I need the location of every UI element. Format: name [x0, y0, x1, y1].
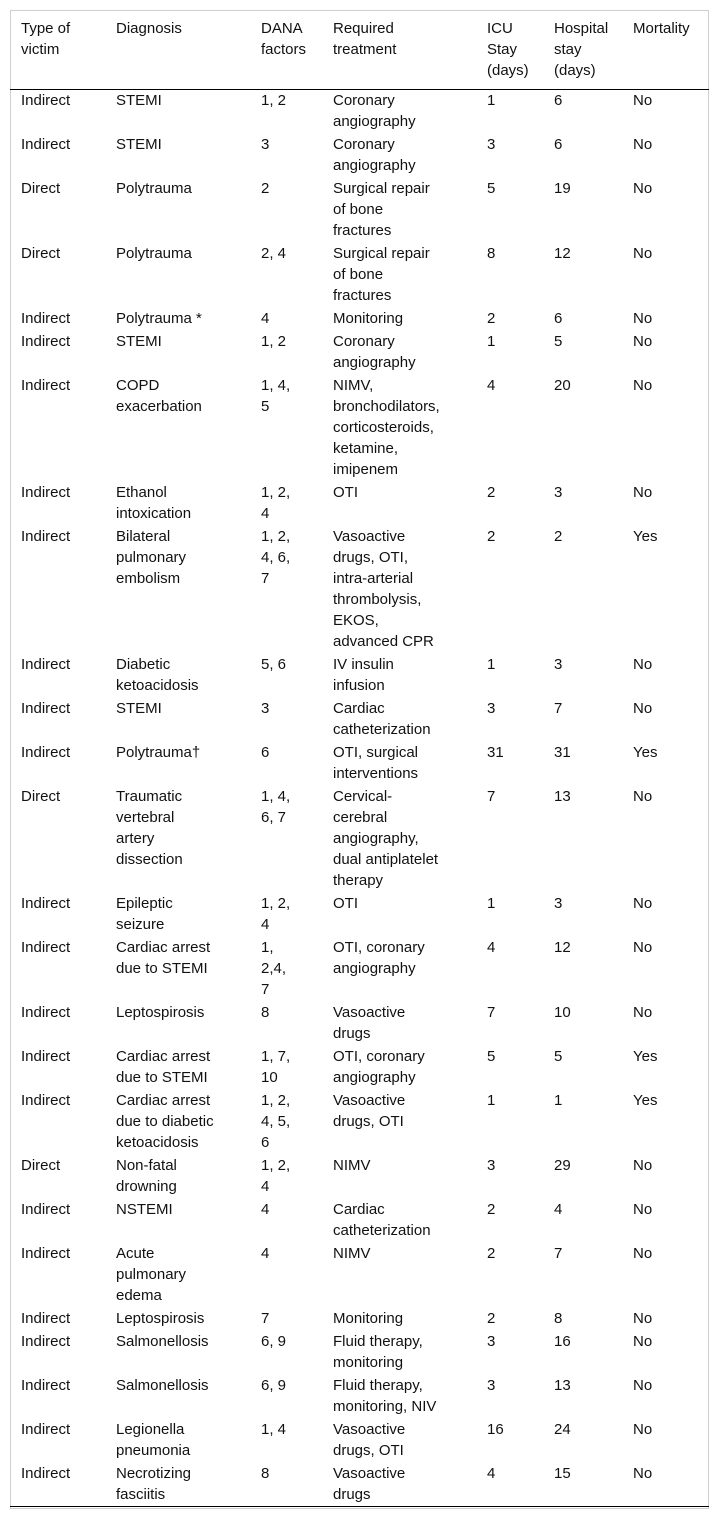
cell-hospital-stay: 6 [554, 136, 563, 153]
cell-dana-factors: 1, 2 [261, 92, 287, 109]
table-row [10, 1046, 709, 1090]
cell-dana-factors: 2, 4 [261, 245, 287, 262]
table-row [10, 375, 709, 482]
cell-icu-stay: 1 [487, 895, 496, 912]
cell-type-of-victim: Indirect [21, 1201, 71, 1218]
cell-type-of-victim: Indirect [21, 939, 71, 956]
cell-icu-stay: 2 [487, 1201, 496, 1218]
table-row [10, 331, 709, 375]
cell-diagnosis: Polytrauma [116, 245, 192, 262]
cell-type-of-victim: Indirect [21, 377, 71, 394]
cell-dana-factors: 6, 9 [261, 1377, 287, 1394]
table-body [10, 90, 709, 1514]
cell-type-of-victim: Indirect [21, 136, 71, 153]
cell-mortality: No [633, 656, 653, 673]
table-row [10, 1243, 709, 1308]
cell-dana-factors: 6 [261, 744, 270, 761]
cell-type-of-victim: Indirect [21, 528, 71, 545]
cell-mortality: No [633, 1465, 653, 1482]
table-row [10, 1331, 709, 1375]
cell-hospital-stay: 7 [554, 1245, 563, 1262]
table-row [10, 308, 709, 331]
cell-mortality: No [633, 700, 653, 717]
cell-icu-stay: 1 [487, 333, 496, 350]
cell-dana-factors: 6, 9 [261, 1333, 287, 1350]
cell-dana-factors: 1, 2,4, 7 [261, 939, 287, 998]
cell-hospital-stay: 7 [554, 700, 563, 717]
cell-hospital-stay: 16 [554, 1333, 571, 1350]
table-row [10, 1308, 709, 1331]
cell-icu-stay: 4 [487, 939, 496, 956]
cell-mortality: No [633, 92, 653, 109]
cell-icu-stay: 4 [487, 1465, 496, 1482]
table-row [10, 482, 709, 526]
cell-required-treatment: Coronary angiography [333, 333, 416, 371]
cell-mortality: No [633, 245, 653, 262]
cell-required-treatment: Vasoactive drugs, OTI [333, 1092, 406, 1130]
cell-hospital-stay: 13 [554, 788, 571, 805]
cell-required-treatment: Surgical repair of bone fractures [333, 245, 430, 304]
cell-required-treatment: Cardiac catheterization [333, 1201, 431, 1239]
cell-diagnosis: COPD exacerbation [116, 377, 202, 415]
table-row [10, 1419, 709, 1463]
cell-hospital-stay: 29 [554, 1157, 571, 1174]
cell-type-of-victim: Direct [21, 245, 61, 262]
cell-hospital-stay: 8 [554, 1310, 563, 1327]
cell-required-treatment: Coronary angiography [333, 136, 416, 174]
cell-hospital-stay: 3 [554, 895, 563, 912]
cell-mortality: No [633, 1310, 653, 1327]
cell-required-treatment: OTI [333, 895, 358, 912]
cell-mortality: No [633, 1421, 653, 1438]
header-icu-stay: ICU Stay (days) [487, 20, 529, 79]
cell-hospital-stay: 19 [554, 180, 571, 197]
cell-type-of-victim: Indirect [21, 700, 71, 717]
table-header [10, 10, 709, 90]
cell-diagnosis: STEMI [116, 700, 162, 717]
cell-icu-stay: 16 [487, 1421, 504, 1438]
cell-required-treatment: Coronary angiography [333, 92, 416, 130]
cell-icu-stay: 3 [487, 1333, 496, 1350]
cell-mortality: Yes [633, 1092, 658, 1109]
cell-diagnosis: STEMI [116, 92, 162, 109]
cell-required-treatment: NIMV [333, 1245, 371, 1262]
cell-dana-factors: 7 [261, 1310, 270, 1327]
cell-type-of-victim: Indirect [21, 1421, 71, 1438]
header-dana-factors: DANA factors [261, 20, 307, 58]
cell-dana-factors: 1, 2, 4 [261, 484, 291, 522]
cell-required-treatment: Monitoring [333, 310, 404, 327]
header-required-treatment: Required treatment [333, 20, 397, 58]
cell-icu-stay: 7 [487, 788, 496, 805]
cell-dana-factors: 4 [261, 310, 270, 327]
cell-mortality: No [633, 1157, 653, 1174]
header-type-of-victim: Type of victim [21, 20, 71, 58]
cell-diagnosis: Non-fatal drowning [116, 1157, 177, 1195]
cell-type-of-victim: Direct [21, 788, 61, 805]
cell-required-treatment: Cardiac catheterization [333, 700, 431, 738]
header-row [10, 10, 709, 90]
cell-hospital-stay: 24 [554, 1421, 571, 1438]
cell-hospital-stay: 13 [554, 1377, 571, 1394]
cell-hospital-stay: 15 [554, 1465, 571, 1482]
cell-hospital-stay: 5 [554, 1048, 563, 1065]
cell-type-of-victim: Indirect [21, 1333, 71, 1350]
cell-diagnosis: Necrotizing fasciitis [116, 1465, 192, 1503]
cell-diagnosis: STEMI [116, 333, 162, 350]
cell-mortality: No [633, 939, 653, 956]
cell-type-of-victim: Direct [21, 180, 61, 197]
cell-dana-factors: 1, 4, 6, 7 [261, 788, 291, 826]
cell-dana-factors: 1, 7, 10 [261, 1048, 291, 1086]
table-row [10, 742, 709, 786]
cell-dana-factors: 1, 4 [261, 1421, 287, 1438]
cell-required-treatment: Vasoactive drugs, OTI, intra-arterial thrombolysis, EKOS, advanced CPR [333, 528, 434, 650]
cell-diagnosis: NSTEMI [116, 1201, 173, 1218]
cell-icu-stay: 2 [487, 310, 496, 327]
cell-dana-factors: 3 [261, 136, 270, 153]
cell-mortality: No [633, 333, 653, 350]
cell-icu-stay: 2 [487, 484, 496, 501]
cell-required-treatment: Cervical- cerebral angiography, dual antiplatelet therapy [333, 788, 439, 889]
cell-required-treatment: NIMV [333, 1157, 371, 1174]
cell-required-treatment: OTI [333, 484, 358, 501]
bottom-rule [10, 1506, 709, 1507]
table-row [10, 243, 709, 308]
cell-hospital-stay: 4 [554, 1201, 563, 1218]
cell-icu-stay: 2 [487, 528, 496, 545]
cell-hospital-stay: 12 [554, 245, 571, 262]
cell-mortality: Yes [633, 744, 658, 761]
cell-diagnosis: Polytrauma [116, 180, 192, 197]
cell-mortality: No [633, 484, 653, 501]
cell-dana-factors: 4 [261, 1245, 270, 1262]
cell-hospital-stay: 2 [554, 528, 563, 545]
cell-type-of-victim: Indirect [21, 484, 71, 501]
cell-required-treatment: OTI, coronary angiography [333, 939, 425, 977]
cell-dana-factors: 1, 2 [261, 333, 287, 350]
cell-icu-stay: 3 [487, 1377, 496, 1394]
cell-mortality: No [633, 180, 653, 197]
cell-icu-stay: 3 [487, 700, 496, 717]
cell-diagnosis: Epileptic seizure [116, 895, 173, 933]
table-row [10, 134, 709, 178]
cell-required-treatment: NIMV, bronchodilators, corticosteroids, ketamine, imipenem [333, 377, 440, 478]
cell-dana-factors: 1, 2, 4 [261, 1157, 291, 1195]
cell-type-of-victim: Indirect [21, 1310, 71, 1327]
table-row [10, 786, 709, 893]
cell-hospital-stay: 6 [554, 310, 563, 327]
cell-type-of-victim: Indirect [21, 1092, 71, 1109]
cell-diagnosis: Bilateral pulmonary embolism [116, 528, 187, 587]
table-row [10, 90, 709, 135]
cell-required-treatment: IV insulin infusion [333, 656, 394, 694]
cell-icu-stay: 1 [487, 92, 496, 109]
cell-mortality: Yes [633, 1048, 658, 1065]
cell-mortality: Yes [633, 528, 658, 545]
cell-mortality: No [633, 1004, 653, 1021]
cell-required-treatment: Monitoring [333, 1310, 404, 1327]
table-row [10, 526, 709, 654]
cell-dana-factors: 8 [261, 1004, 270, 1021]
cell-dana-factors: 1, 2, 4, 5, 6 [261, 1092, 291, 1151]
header-diagnosis: Diagnosis [116, 20, 182, 37]
cell-diagnosis: Diabetic ketoacidosis [116, 656, 199, 694]
cell-dana-factors: 1, 2, 4 [261, 895, 291, 933]
table-row [10, 1155, 709, 1199]
cell-mortality: No [633, 136, 653, 153]
table-row [10, 654, 709, 698]
cell-diagnosis: Polytrauma† [116, 744, 201, 761]
table-row [10, 1375, 709, 1419]
cell-required-treatment: Surgical repair of bone fractures [333, 180, 430, 239]
cell-icu-stay: 1 [487, 656, 496, 673]
cell-hospital-stay: 3 [554, 484, 563, 501]
cell-dana-factors: 4 [261, 1201, 270, 1218]
cell-type-of-victim: Direct [21, 1157, 61, 1174]
cell-hospital-stay: 12 [554, 939, 571, 956]
cell-type-of-victim: Indirect [21, 1377, 71, 1394]
cell-diagnosis: Leptospirosis [116, 1310, 205, 1327]
cell-icu-stay: 3 [487, 136, 496, 153]
cell-required-treatment: Fluid therapy, monitoring [333, 1333, 423, 1371]
cell-diagnosis: Salmonellosis [116, 1333, 209, 1350]
cell-diagnosis: Polytrauma * [116, 310, 202, 327]
cell-icu-stay: 1 [487, 1092, 496, 1109]
cell-required-treatment: OTI, coronary angiography [333, 1048, 425, 1086]
cell-mortality: No [633, 1245, 653, 1262]
cell-type-of-victim: Indirect [21, 92, 71, 109]
cell-icu-stay: 5 [487, 1048, 496, 1065]
cell-dana-factors: 2 [261, 180, 270, 197]
cell-dana-factors: 5, 6 [261, 656, 287, 673]
cell-type-of-victim: Indirect [21, 1465, 71, 1482]
table-row [10, 1199, 709, 1243]
cell-icu-stay: 5 [487, 180, 496, 197]
cell-icu-stay: 31 [487, 744, 504, 761]
cell-diagnosis: Salmonellosis [116, 1377, 209, 1394]
cell-mortality: No [633, 1377, 653, 1394]
table-row [10, 698, 709, 742]
cell-icu-stay: 7 [487, 1004, 496, 1021]
cell-dana-factors: 3 [261, 700, 270, 717]
cell-required-treatment: Vasoactive drugs [333, 1465, 406, 1503]
cell-required-treatment: Fluid therapy, monitoring, NIV [333, 1377, 437, 1415]
cell-icu-stay: 2 [487, 1310, 496, 1327]
cell-mortality: No [633, 1201, 653, 1218]
cell-mortality: No [633, 788, 653, 805]
cell-mortality: No [633, 895, 653, 912]
cell-dana-factors: 1, 2, 4, 6, 7 [261, 528, 291, 587]
cell-required-treatment: OTI, surgical interventions [333, 744, 419, 782]
cell-type-of-victim: Indirect [21, 1004, 71, 1021]
cell-dana-factors: 1, 4, 5 [261, 377, 291, 415]
cell-icu-stay: 4 [487, 377, 496, 394]
cell-mortality: No [633, 377, 653, 394]
cell-required-treatment: Vasoactive drugs, OTI [333, 1421, 406, 1459]
cell-diagnosis: Cardiac arrest due to diabetic ketoacidosis [116, 1092, 214, 1151]
cell-type-of-victim: Indirect [21, 333, 71, 350]
cell-hospital-stay: 20 [554, 377, 571, 394]
cell-mortality: No [633, 310, 653, 327]
cell-diagnosis: Cardiac arrest due to STEMI [116, 939, 211, 977]
cell-hospital-stay: 6 [554, 92, 563, 109]
cell-hospital-stay: 31 [554, 744, 571, 761]
cell-type-of-victim: Indirect [21, 310, 71, 327]
cell-hospital-stay: 1 [554, 1092, 563, 1109]
cell-diagnosis: Traumatic vertebral artery dissection [116, 788, 183, 868]
cell-diagnosis: Ethanol intoxication [116, 484, 192, 522]
cell-hospital-stay: 3 [554, 656, 563, 673]
cell-type-of-victim: Indirect [21, 1048, 71, 1065]
table-row [10, 1090, 709, 1155]
cell-icu-stay: 3 [487, 1157, 496, 1174]
cell-required-treatment: Vasoactive drugs [333, 1004, 406, 1042]
cell-mortality: No [633, 1333, 653, 1350]
cell-diagnosis: Legionella pneumonia [116, 1421, 191, 1459]
table-row [10, 893, 709, 937]
table-row [10, 937, 709, 1002]
cell-hospital-stay: 10 [554, 1004, 571, 1021]
cell-diagnosis: STEMI [116, 136, 162, 153]
header-hospital-stay: Hospital stay (days) [554, 20, 609, 79]
header-mortality: Mortality [633, 20, 690, 37]
cell-diagnosis: Acute pulmonary edema [116, 1245, 187, 1304]
cell-type-of-victim: Indirect [21, 656, 71, 673]
table-row [10, 1002, 709, 1046]
cell-dana-factors: 8 [261, 1465, 270, 1482]
cell-hospital-stay: 5 [554, 333, 563, 350]
cell-icu-stay: 8 [487, 245, 496, 262]
cell-diagnosis: Leptospirosis [116, 1004, 205, 1021]
cell-type-of-victim: Indirect [21, 1245, 71, 1262]
table-row [10, 178, 709, 243]
cell-icu-stay: 2 [487, 1245, 496, 1262]
patients-table [10, 10, 709, 1513]
cell-diagnosis: Cardiac arrest due to STEMI [116, 1048, 211, 1086]
cell-type-of-victim: Indirect [21, 744, 71, 761]
cell-type-of-victim: Indirect [21, 895, 71, 912]
